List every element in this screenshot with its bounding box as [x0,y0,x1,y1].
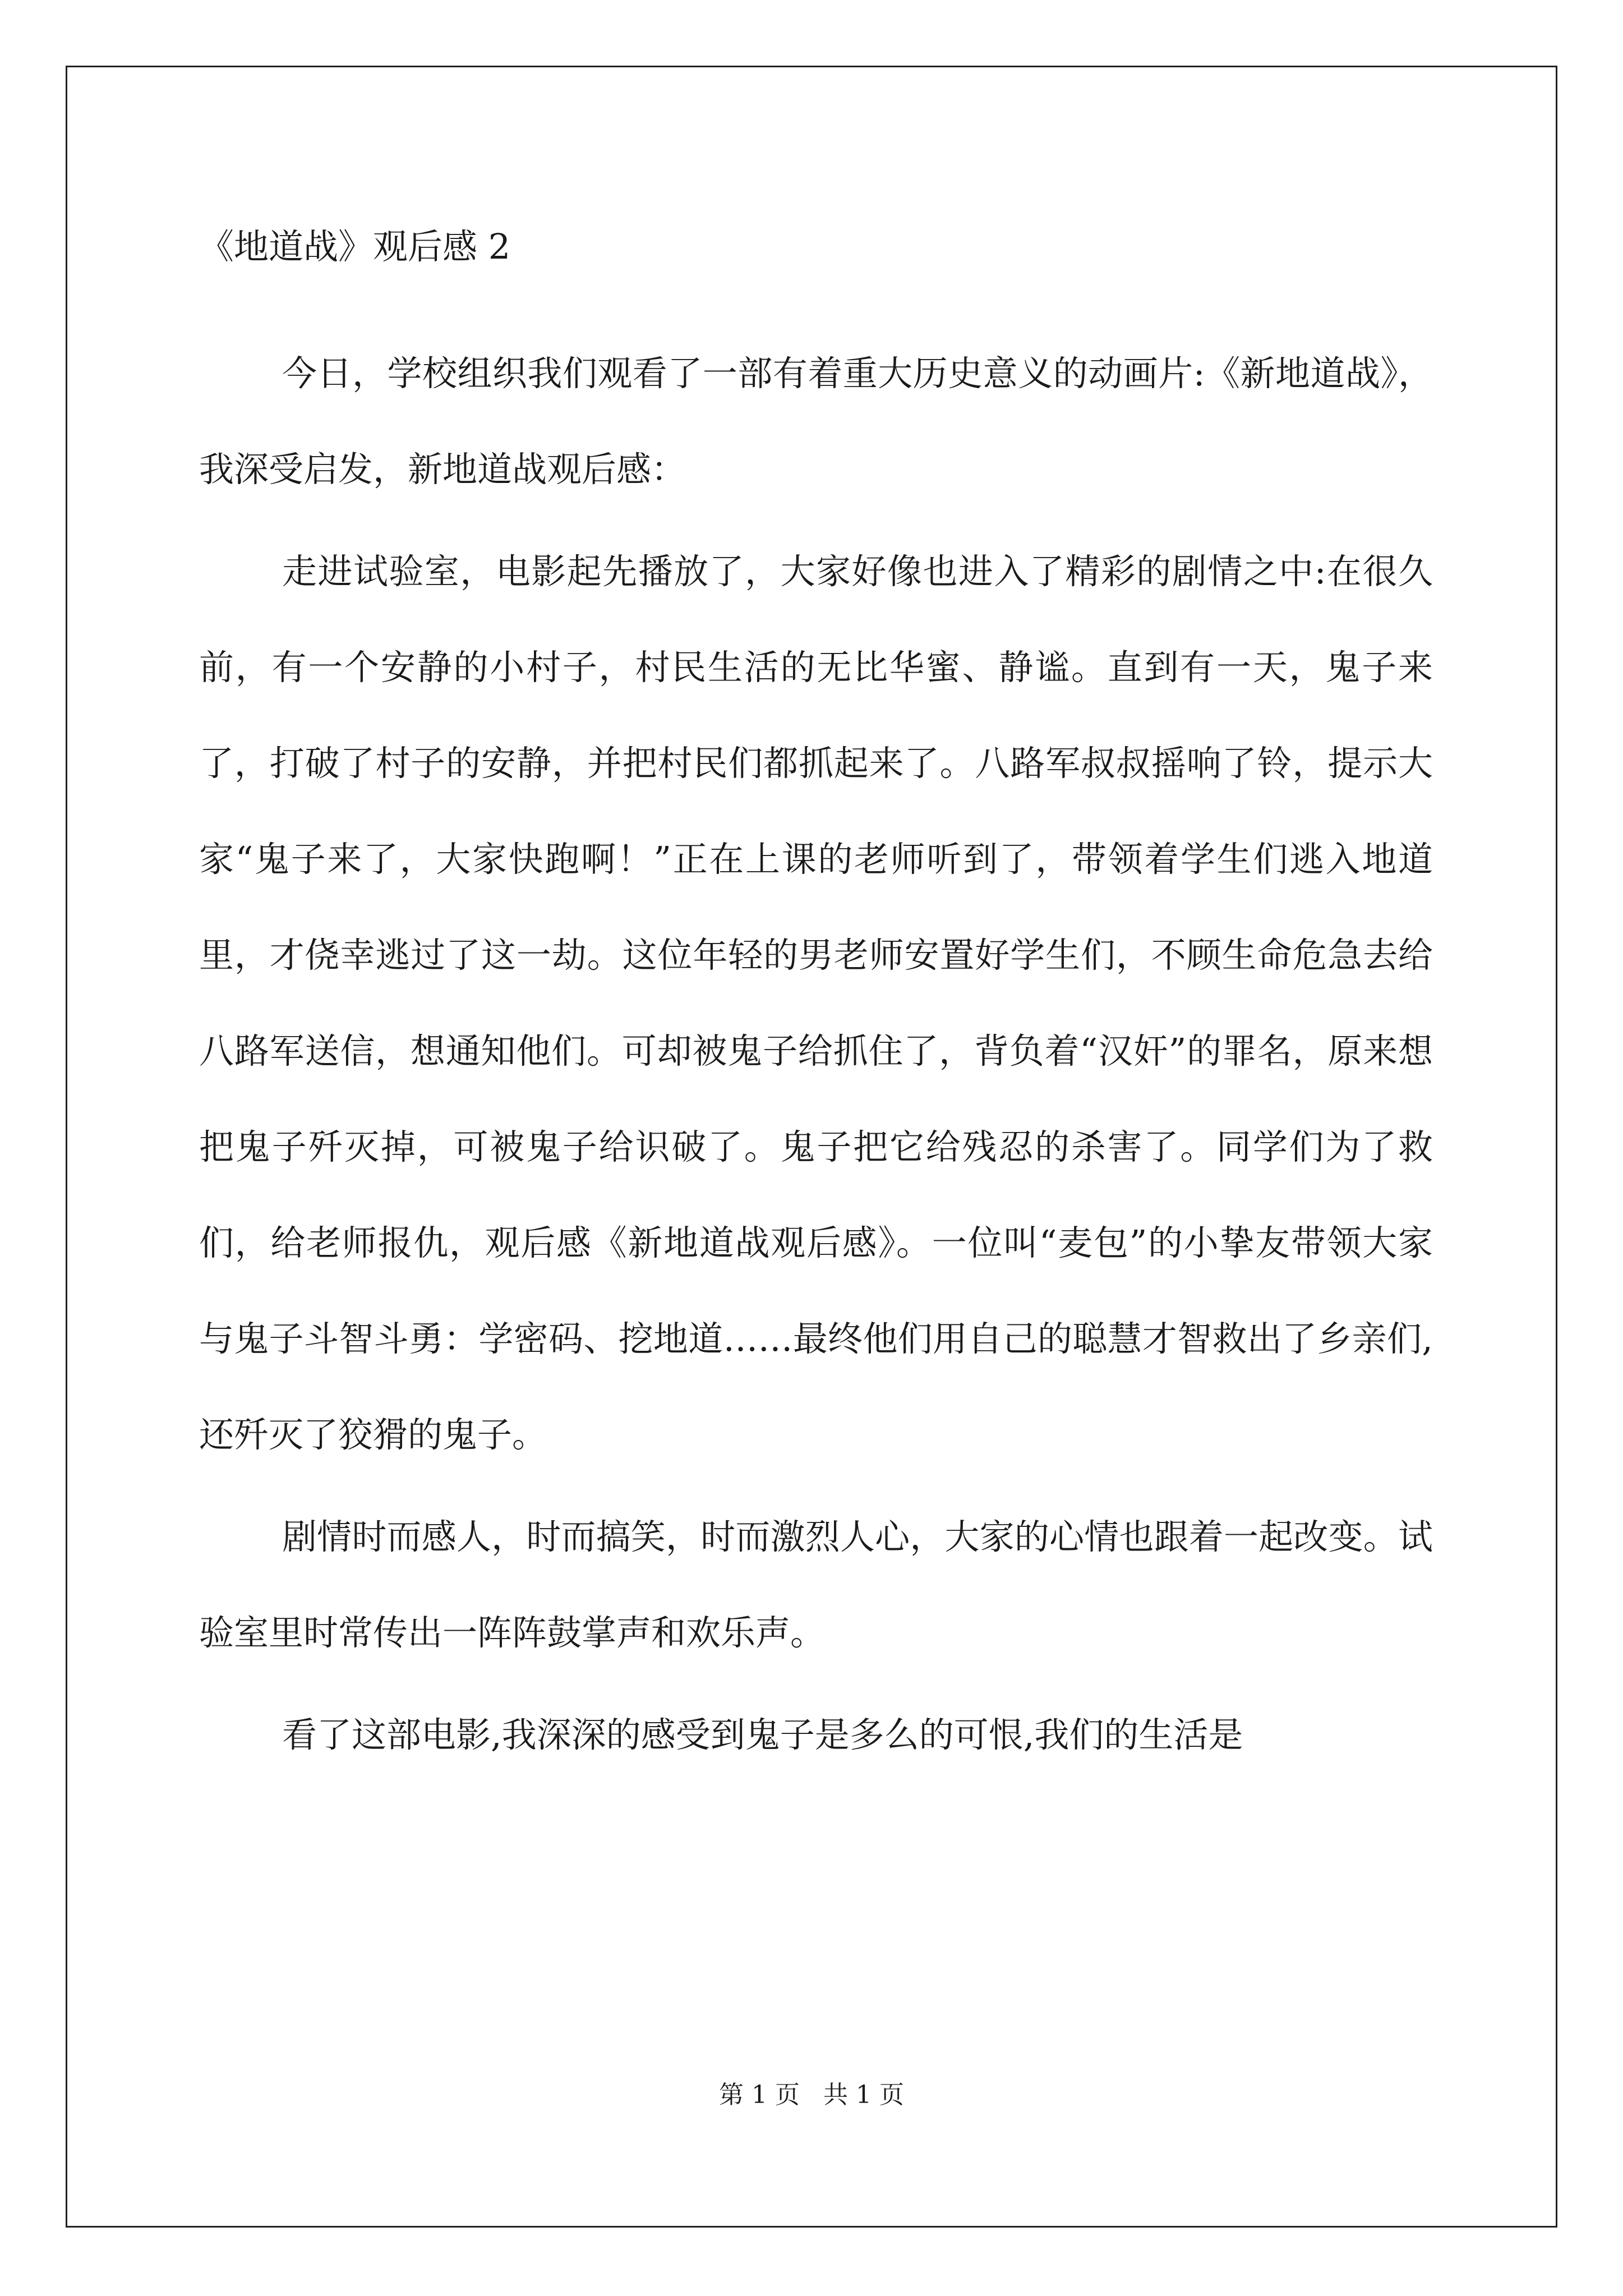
paragraph: 剧情时而感人，时而搞笑，时而激烈人心，大家的心情也跟着一起改变。试验室里时常传出一阵阵鼓掌声和欢乐声。 [199,1516,1433,1653]
document-title: 《地道战》观后感 2 [199,226,511,267]
page-number-footer: 第 1 页 共 1 页 [719,2081,904,2109]
document-body [199,325,1433,1789]
paragraph: 今日，学校组织我们观看了一部有着重大历史意义的动画片:《新地道战》，我深受启发，新地道战观后感： [199,353,1433,490]
paragraph: 看了这部电影,我深深的感受到鬼子是多么的可恨,我们的生活是 [282,1714,1243,1755]
paragraph: 走进试验室，电影起先播放了，大家好像也进入了精彩的剧情之中:在很久前，有一个安静的小村子，村民生活的无比华蜜、静谧。直到有一天，鬼子来了，打破了村子的安静，并把村民们都抓起来了。八路军叔叔摇响了铃，提示大家“鬼子来了，大家快跑啊！”正在上课的老师听到了，带领着学生们逃入地道里，才侥幸逃过了这一劫。这位年轻的男老师安置好学生们，不顾生命危急去给八路军送信，想通知他们。可却被鬼子给抓住了，背负着“汉奸”的罪名，原来想把鬼子歼灭掉，可被鬼子给识破了。鬼子把它给残忍的杀害了。同学们为了救们，给老师报仇，观后感《新地道战观后感》。一位叫“麦包”的小挚友带领大家与鬼子斗智斗勇：学密码、挖地道……最终他们用自己的聪慧才智救出了乡亲们,还歼灭了狡猾的鬼子。 [199,551,1433,1455]
